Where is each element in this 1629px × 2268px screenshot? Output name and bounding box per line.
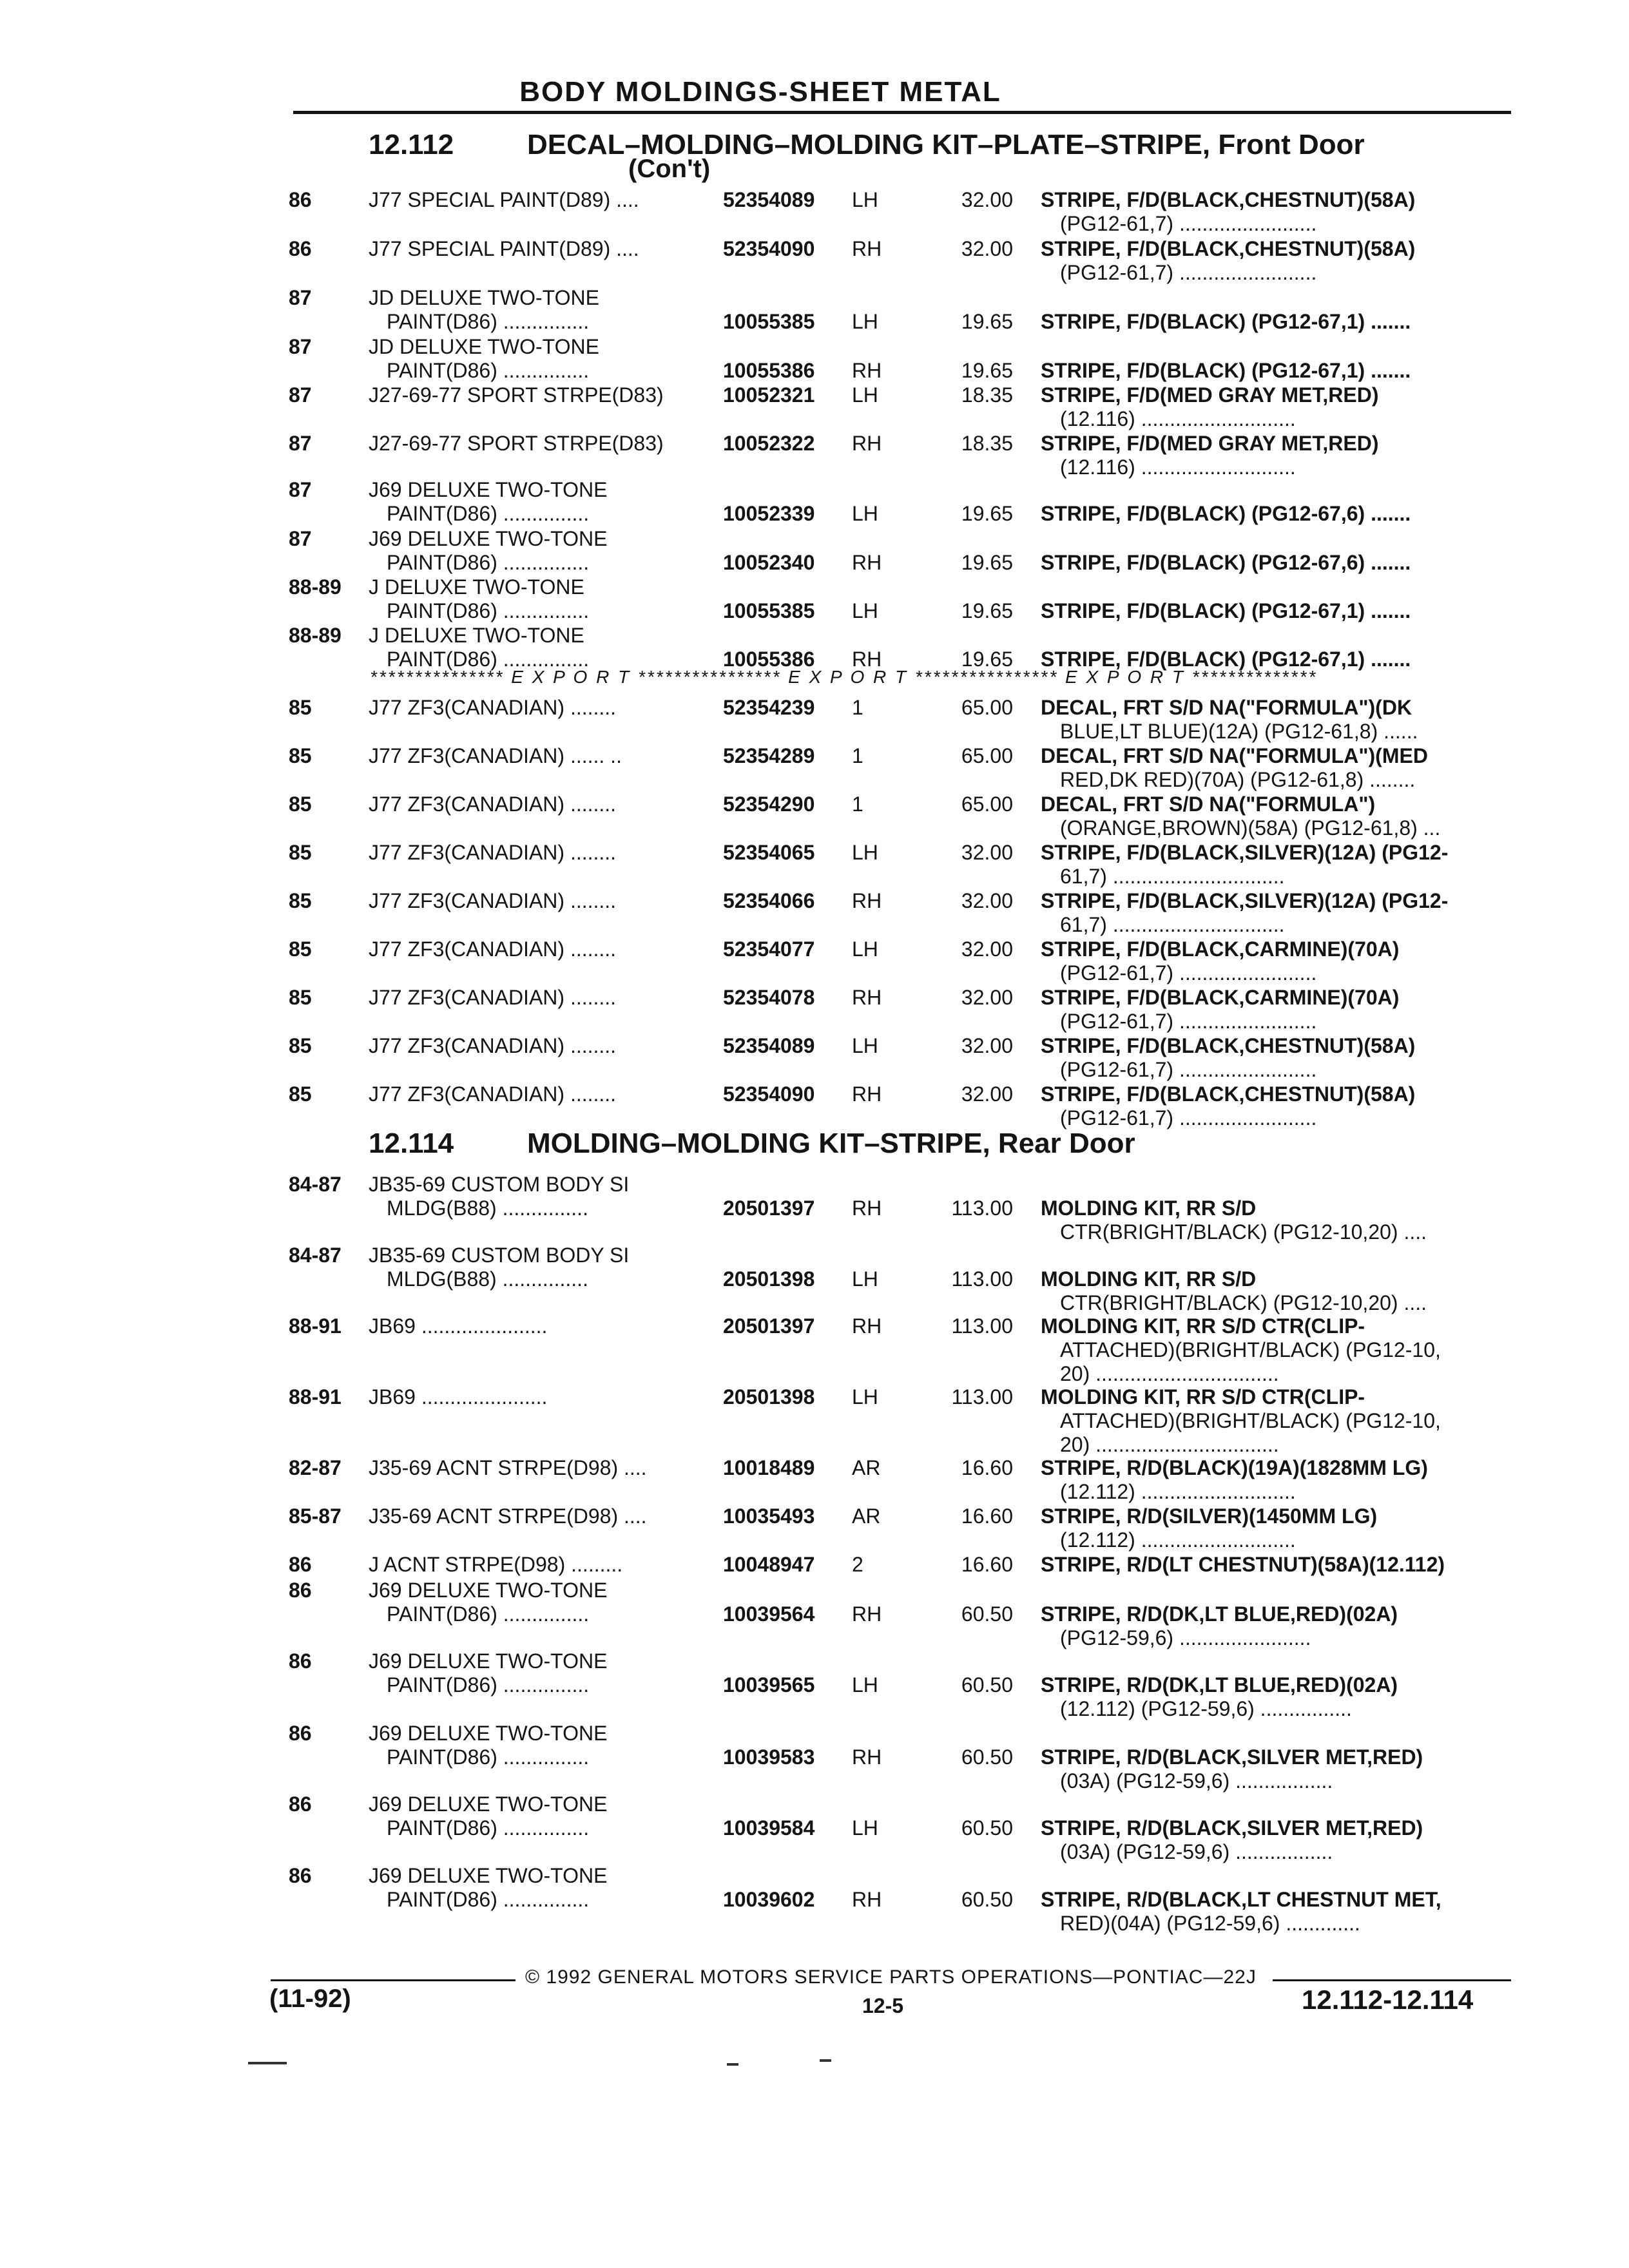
model-year: 86 (289, 1864, 312, 1887)
model-year: 87 (289, 335, 312, 358)
part-description: STRIPE, F/D(BLACK) (PG12-67,6) ....... (1041, 502, 1411, 525)
scan-mark (820, 2059, 831, 2062)
part-number: 10052340 (723, 551, 815, 574)
part-description: STRIPE, F/D(BLACK) (PG12-67,1) ....... (1041, 310, 1411, 333)
quantity: LH (852, 937, 878, 961)
quantity: RH (852, 889, 882, 912)
part-description: STRIPE, F/D(BLACK,CARMINE)(70A) (1041, 937, 1400, 961)
part-description: STRIPE, F/D(BLACK) (PG12-67,1) ....... (1041, 599, 1411, 622)
quantity: LH (852, 383, 878, 407)
quantity: AR (852, 1456, 881, 1479)
quantity: RH (852, 359, 882, 382)
section-title: MOLDING–MOLDING KIT–STRIPE, Rear Door (527, 1128, 1135, 1159)
part-description: (PG12-59,6) ....................... (1060, 1626, 1311, 1649)
usage-description: JB35-69 CUSTOM BODY SI (369, 1244, 630, 1267)
price: 60.50 (961, 1816, 1013, 1840)
part-number: 20501397 (723, 1314, 815, 1338)
price: 113.00 (951, 1385, 1013, 1408)
quantity: RH (852, 1314, 882, 1338)
part-description: (PG12-61,7) ........................ (1060, 1010, 1317, 1033)
usage-description: J77 ZF3(CANADIAN) ........ (369, 696, 617, 719)
part-description: STRIPE, R/D(DK,LT BLUE,RED)(02A) (1041, 1673, 1398, 1696)
quantity: LH (852, 841, 878, 864)
quantity: 1 (852, 793, 863, 816)
usage-description: PAINT(D86) ............... (387, 1745, 590, 1769)
model-year: 88-91 (289, 1314, 342, 1338)
price: 19.65 (961, 551, 1013, 574)
usage-description: J ACNT STRPE(D98) ......... (369, 1553, 623, 1576)
model-year: 86 (289, 1579, 312, 1602)
price: 60.50 (961, 1888, 1013, 1911)
part-description: MOLDING KIT, RR S/D CTR(CLIP- (1041, 1314, 1365, 1338)
section-number: 12.114 (369, 1128, 454, 1159)
usage-description: PAINT(D86) ............... (387, 1602, 590, 1626)
part-number: 10018489 (723, 1456, 815, 1479)
part-description: STRIPE, F/D(MED GRAY MET,RED) (1041, 432, 1379, 455)
quantity: 1 (852, 744, 863, 767)
quantity: RH (852, 1602, 882, 1626)
footer-copyright: © 1992 GENERAL MOTORS SERVICE PARTS OPERATIONS—PONTIAC—22J (525, 1966, 1257, 1988)
price: 18.35 (961, 383, 1013, 407)
usage-description: J35-69 ACNT STRPE(D98) .... (369, 1504, 647, 1528)
usage-description: J69 DELUXE TWO-TONE (369, 527, 608, 550)
usage-description: PAINT(D86) ............... (387, 1888, 590, 1911)
section-subtitle: (Con't) (628, 155, 711, 183)
model-year: 85 (289, 1082, 312, 1106)
usage-description: MLDG(B88) ............... (387, 1196, 588, 1220)
price: 32.00 (961, 889, 1013, 912)
scan-mark (248, 2062, 287, 2064)
model-year: 82-87 (289, 1456, 342, 1479)
part-description: DECAL, FRT S/D NA("FORMULA") (1041, 793, 1376, 816)
price: 65.00 (961, 744, 1013, 767)
price: 16.60 (961, 1553, 1013, 1576)
part-description: MOLDING KIT, RR S/D (1041, 1196, 1257, 1220)
price: 19.65 (961, 648, 1013, 671)
usage-description: PAINT(D86) ............... (387, 648, 590, 671)
model-year: 88-89 (289, 624, 342, 647)
part-number: 52354066 (723, 889, 815, 912)
price: 60.50 (961, 1673, 1013, 1696)
footer-section-range: 12.112-12.114 (1302, 1984, 1474, 2015)
quantity: LH (852, 1267, 878, 1291)
usage-description: J77 ZF3(CANADIAN) ........ (369, 986, 617, 1009)
part-description: DECAL, FRT S/D NA("FORMULA")(DK (1041, 696, 1412, 719)
price: 32.00 (961, 237, 1013, 260)
part-number: 10048947 (723, 1553, 815, 1576)
usage-description: JB69 ...................... (369, 1314, 548, 1338)
part-description: STRIPE, F/D(BLACK,CARMINE)(70A) (1041, 986, 1400, 1009)
usage-description: J27-69-77 SPORT STRPE(D83) (369, 383, 664, 407)
part-description: (PG12-61,7) ........................ (1060, 212, 1317, 235)
usage-description: J77 SPECIAL PAINT(D89) .... (369, 237, 639, 260)
model-year: 87 (289, 432, 312, 455)
part-description: STRIPE, F/D(BLACK,SILVER)(12A) (PG12- (1041, 889, 1449, 912)
usage-description: J69 DELUXE TWO-TONE (369, 1649, 608, 1673)
usage-description: PAINT(D86) ............... (387, 359, 590, 382)
part-description: 61,7) .............................. (1060, 865, 1285, 888)
part-number: 20501398 (723, 1385, 815, 1408)
part-description: (PG12-61,7) ........................ (1060, 261, 1317, 284)
part-description: (03A) (PG12-59,6) ................. (1060, 1840, 1333, 1863)
header-rule (293, 111, 1511, 114)
part-number: 52354239 (723, 696, 815, 719)
quantity: LH (852, 502, 878, 525)
part-number: 10055385 (723, 599, 815, 622)
part-description: ATTACHED)(BRIGHT/BLACK) (PG12-10, (1060, 1338, 1441, 1361)
usage-description: J77 ZF3(CANADIAN) ........ (369, 841, 617, 864)
usage-description: J77 ZF3(CANADIAN) ........ (369, 1034, 617, 1057)
part-description: STRIPE, F/D(BLACK,CHESTNUT)(58A) (1041, 188, 1416, 211)
model-year: 87 (289, 527, 312, 550)
usage-description: PAINT(D86) ............... (387, 502, 590, 525)
part-number: 52354290 (723, 793, 815, 816)
price: 60.50 (961, 1745, 1013, 1769)
part-description: RED)(04A) (PG12-59,6) ............. (1060, 1912, 1360, 1935)
price: 113.00 (951, 1196, 1013, 1220)
part-description: (ORANGE,BROWN)(58A) (PG12-61,8) ... (1060, 816, 1441, 840)
model-year: 86 (289, 1792, 312, 1816)
usage-description: J DELUXE TWO-TONE (369, 575, 584, 599)
part-number: 52354089 (723, 1034, 815, 1057)
part-description: CTR(BRIGHT/BLACK) (PG12-10,20) .... (1060, 1220, 1427, 1244)
quantity: AR (852, 1504, 881, 1528)
quantity: LH (852, 188, 878, 211)
usage-description: J77 ZF3(CANADIAN) ........ (369, 1082, 617, 1106)
usage-description: MLDG(B88) ............... (387, 1267, 588, 1291)
part-description: (03A) (PG12-59,6) ................. (1060, 1769, 1333, 1792)
usage-description: J69 DELUXE TWO-TONE (369, 1579, 608, 1602)
usage-description: JB69 ...................... (369, 1385, 548, 1408)
model-year: 85-87 (289, 1504, 342, 1528)
quantity: RH (852, 986, 882, 1009)
part-description: STRIPE, F/D(BLACK,SILVER)(12A) (PG12- (1041, 841, 1449, 864)
part-description: STRIPE, R/D(BLACK,SILVER MET,RED) (1041, 1816, 1423, 1840)
part-number: 10039564 (723, 1602, 815, 1626)
part-number: 52354065 (723, 841, 815, 864)
usage-description: PAINT(D86) ............... (387, 599, 590, 622)
price: 65.00 (961, 793, 1013, 816)
part-description: 20) ................................ (1060, 1362, 1279, 1385)
model-year: 85 (289, 937, 312, 961)
model-year: 86 (289, 1553, 312, 1576)
usage-description: J27-69-77 SPORT STRPE(D83) (369, 432, 664, 455)
part-number: 10039584 (723, 1816, 815, 1840)
part-description: MOLDING KIT, RR S/D CTR(CLIP- (1041, 1385, 1365, 1408)
model-year: 85 (289, 841, 312, 864)
part-description: (12.112) (PG12-59,6) ................ (1060, 1697, 1352, 1720)
part-number: 52354077 (723, 937, 815, 961)
quantity: LH (852, 1673, 878, 1696)
usage-description: J77 ZF3(CANADIAN) ...... .. (369, 744, 622, 767)
part-number: 52354090 (723, 1082, 815, 1106)
quantity: RH (852, 237, 882, 260)
part-description: STRIPE, F/D(MED GRAY MET,RED) (1041, 383, 1379, 407)
quantity: 1 (852, 696, 863, 719)
price: 16.60 (961, 1456, 1013, 1479)
part-number: 10052339 (723, 502, 815, 525)
part-number: 10039565 (723, 1673, 815, 1696)
usage-description: PAINT(D86) ............... (387, 310, 590, 333)
part-number: 10055386 (723, 359, 815, 382)
part-description: ATTACHED)(BRIGHT/BLACK) (PG12-10, (1060, 1409, 1441, 1432)
model-year: 85 (289, 889, 312, 912)
part-number: 10035493 (723, 1504, 815, 1528)
part-description: DECAL, FRT S/D NA("FORMULA")(MED (1041, 744, 1428, 767)
footer-rule-right (1273, 1979, 1511, 1981)
usage-description: PAINT(D86) ............... (387, 551, 590, 574)
quantity: RH (852, 1888, 882, 1911)
model-year: 85 (289, 696, 312, 719)
model-year: 84-87 (289, 1244, 342, 1267)
part-number: 10039602 (723, 1888, 815, 1911)
usage-description: J77 ZF3(CANADIAN) ........ (369, 889, 617, 912)
part-number: 10039583 (723, 1745, 815, 1769)
part-description: STRIPE, R/D(SILVER)(1450MM LG) (1041, 1504, 1378, 1528)
price: 32.00 (961, 841, 1013, 864)
quantity: LH (852, 1034, 878, 1057)
model-year: 87 (289, 383, 312, 407)
quantity: LH (852, 1816, 878, 1840)
quantity: RH (852, 1082, 882, 1106)
part-number: 20501397 (723, 1196, 815, 1220)
part-description: (12.116) ........................... (1060, 456, 1296, 479)
quantity: LH (852, 599, 878, 622)
quantity: RH (852, 432, 882, 455)
quantity: LH (852, 1385, 878, 1408)
page-header: BODY MOLDINGS-SHEET METAL (519, 76, 1001, 108)
part-description: (PG12-61,7) ........................ (1060, 1106, 1317, 1129)
part-description: STRIPE, R/D(DK,LT BLUE,RED)(02A) (1041, 1602, 1398, 1626)
price: 32.00 (961, 1034, 1013, 1057)
part-description: 61,7) .............................. (1060, 913, 1285, 936)
model-year: 86 (289, 1722, 312, 1745)
footer-rule-left (271, 1979, 516, 1981)
model-year: 88-91 (289, 1385, 342, 1408)
part-description: STRIPE, R/D(BLACK,SILVER MET,RED) (1041, 1745, 1423, 1769)
part-description: STRIPE, F/D(BLACK,CHESTNUT)(58A) (1041, 1034, 1416, 1057)
quantity: RH (852, 1745, 882, 1769)
export-divider: *************** E X P O R T **************** E X P O R T **************** E X P O R T ************** (370, 667, 1318, 687)
usage-description: J69 DELUXE TWO-TONE (369, 1722, 608, 1745)
usage-description: J DELUXE TWO-TONE (369, 624, 584, 647)
part-number: 20501398 (723, 1267, 815, 1291)
usage-description: J69 DELUXE TWO-TONE (369, 478, 608, 501)
part-number: 10052321 (723, 383, 815, 407)
part-description: STRIPE, F/D(BLACK) (PG12-67,6) ....... (1041, 551, 1411, 574)
model-year: 87 (289, 286, 312, 309)
quantity: RH (852, 551, 882, 574)
model-year: 88-89 (289, 575, 342, 599)
part-description: (12.112) ........................... (1060, 1528, 1296, 1552)
part-description: 20) ................................ (1060, 1433, 1279, 1456)
usage-description: PAINT(D86) ............... (387, 1673, 590, 1696)
price: 32.00 (961, 1082, 1013, 1106)
price: 18.35 (961, 432, 1013, 455)
price: 32.00 (961, 986, 1013, 1009)
part-number: 10055385 (723, 310, 815, 333)
price: 19.65 (961, 599, 1013, 622)
quantity: RH (852, 1196, 882, 1220)
part-description: STRIPE, R/D(BLACK,LT CHESTNUT MET, (1041, 1888, 1441, 1911)
price: 16.60 (961, 1504, 1013, 1528)
part-number: 52354289 (723, 744, 815, 767)
usage-description: JB35-69 CUSTOM BODY SI (369, 1173, 630, 1196)
price: 19.65 (961, 502, 1013, 525)
part-number: 52354078 (723, 986, 815, 1009)
price: 60.50 (961, 1602, 1013, 1626)
part-description: STRIPE, R/D(BLACK)(19A)(1828MM LG) (1041, 1456, 1428, 1479)
usage-description: PAINT(D86) ............... (387, 1816, 590, 1840)
part-description: MOLDING KIT, RR S/D (1041, 1267, 1257, 1291)
model-year: 87 (289, 478, 312, 501)
part-number: 52354090 (723, 237, 815, 260)
model-year: 85 (289, 1034, 312, 1057)
usage-description: JD DELUXE TWO-TONE (369, 286, 599, 309)
part-description: (12.116) ........................... (1060, 407, 1296, 430)
model-year: 84-87 (289, 1173, 342, 1196)
usage-description: J69 DELUXE TWO-TONE (369, 1792, 608, 1816)
part-description: STRIPE, F/D(BLACK) (PG12-67,1) ....... (1041, 648, 1411, 671)
usage-description: J35-69 ACNT STRPE(D98) .... (369, 1456, 647, 1479)
usage-description: J77 SPECIAL PAINT(D89) .... (369, 188, 639, 211)
usage-description: J77 ZF3(CANADIAN) ........ (369, 793, 617, 816)
part-number: 10052322 (723, 432, 815, 455)
part-number: 10055386 (723, 648, 815, 671)
price: 32.00 (961, 188, 1013, 211)
price: 19.65 (961, 359, 1013, 382)
usage-description: JD DELUXE TWO-TONE (369, 335, 599, 358)
part-description: RED,DK RED)(70A) (PG12-61,8) ........ (1060, 768, 1416, 791)
model-year: 85 (289, 793, 312, 816)
model-year: 85 (289, 986, 312, 1009)
scan-mark (727, 2063, 738, 2066)
price: 113.00 (951, 1314, 1013, 1338)
quantity: RH (852, 648, 882, 671)
price: 32.00 (961, 937, 1013, 961)
part-description: (PG12-61,7) ........................ (1060, 961, 1317, 985)
footer-page-number: 12-5 (862, 1994, 904, 2017)
price: 113.00 (951, 1267, 1013, 1291)
model-year: 85 (289, 744, 312, 767)
usage-description: J69 DELUXE TWO-TONE (369, 1864, 608, 1887)
part-description: (PG12-61,7) ........................ (1060, 1058, 1317, 1081)
price: 65.00 (961, 696, 1013, 719)
part-description: STRIPE, F/D(BLACK,CHESTNUT)(58A) (1041, 1082, 1416, 1106)
model-year: 86 (289, 1649, 312, 1673)
part-description: STRIPE, R/D(LT CHESTNUT)(58A)(12.112) (1041, 1553, 1445, 1576)
part-description: (12.112) ........................... (1060, 1480, 1296, 1503)
part-description: STRIPE, F/D(BLACK) (PG12-67,1) ....... (1041, 359, 1411, 382)
model-year: 86 (289, 237, 312, 260)
part-description: STRIPE, F/D(BLACK,CHESTNUT)(58A) (1041, 237, 1416, 260)
part-number: 52354089 (723, 188, 815, 211)
model-year: 86 (289, 188, 312, 211)
part-description: CTR(BRIGHT/BLACK) (PG12-10,20) .... (1060, 1291, 1427, 1314)
usage-description: J77 ZF3(CANADIAN) ........ (369, 937, 617, 961)
quantity: LH (852, 310, 878, 333)
part-description: BLUE,LT BLUE)(12A) (PG12-61,8) ...... (1060, 720, 1418, 743)
section-title: DECAL–MOLDING–MOLDING KIT–PLATE–STRIPE, Front Door (527, 129, 1365, 160)
section-number: 12.112 (369, 129, 454, 160)
price: 19.65 (961, 310, 1013, 333)
footer-date: (11-92) (269, 1984, 351, 2013)
quantity: 2 (852, 1553, 863, 1576)
